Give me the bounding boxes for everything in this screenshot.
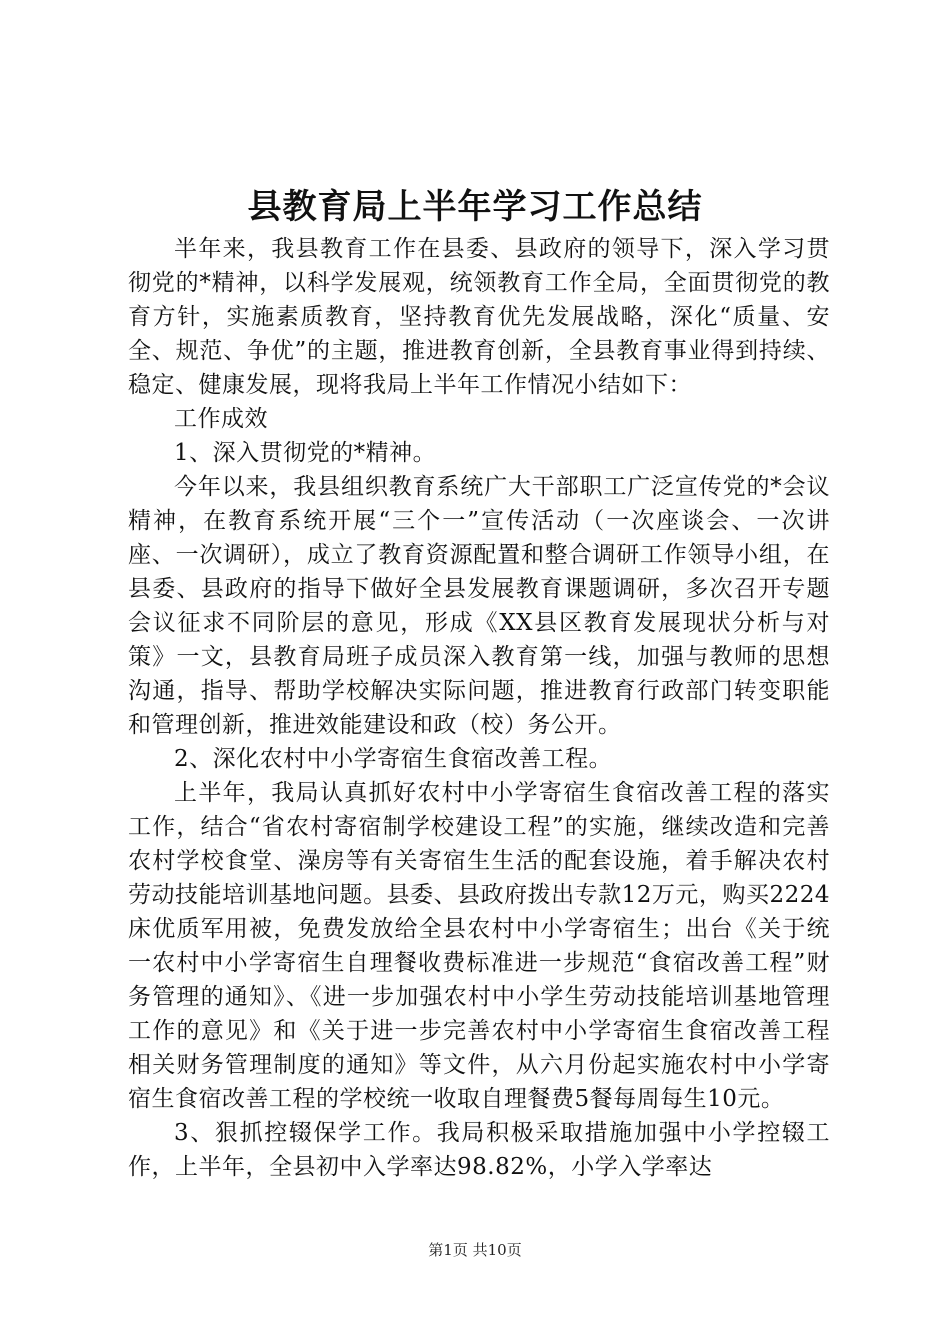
intro-paragraph: 半年来，我县教育工作在县委、县政府的领导下，深入学习贯彻党的*精神，以科学发展观，统领教育工作全局，全面贯彻党的教育方针，实施素质教育，坚持教育优先发展战略，深化“质量、安全、规范、争优”的主题，推进教育创新，全县教育事业得到持续、稳定、健康发展，现将我局上半年工作情况小结如下： xyxy=(128,236,830,398)
item-2-heading: 2、深化农村中小学寄宿生食宿改善工程。 xyxy=(174,746,613,772)
item-2-paragraph: 上半年，我局认真抓好农村中小学寄宿生食宿改善工程的落实工作，结合“省农村寄宿制学校建设工程”的实施，继续改造和完善农村学校食堂、澡房等有关寄宿生生活的配套设施，着手解决农村劳动技能培训基地问题。县委、县政府拨出专款12万元，购买2224床优质军用被，免费发放给全县农村中小学寄宿生；出台《关于统一农村中小学寄宿生自理餐收费标准进一步规范“食宿改善工程”财务管理的通知》、《进一步加强农村中小学生劳动技能培训基地管理工作的意见》和《关于进一步完善农村中小学寄宿生食宿改善工程相关财务管理制度的通知》等文件，从六月份起实施农村中小学寄宿生食宿改善工程的学校统一收取自理餐费5餐每周每生10元。 xyxy=(128,780,830,1112)
document-body xyxy=(128,232,830,1184)
section-heading-work-results: 工作成效 xyxy=(174,406,268,432)
item-1-paragraph: 今年以来，我县组织教育系统广大干部职工广泛宣传党的*会议精神，在教育系统开展“三个一”宣传活动（一次座谈会、一次讲座、一次调研），成立了教育资源配置和整合调研工作领导小组，在县委、县政府的指导下做好全县发展教育课题调研，多次召开专题会议征求不同阶层的意见，形成《XX县区教育发展现状分析与对策》一文，县教育局班子成员深入教育第一线，加强与教师的思想沟通，指导、帮助学校解决实际问题，推进教育行政部门转变职能和管理创新，推进效能建设和政（校）务公开。 xyxy=(128,474,830,738)
page-footer: 第1页 共10页 xyxy=(428,1241,522,1259)
document-title: 县教育局上半年学习工作总结 xyxy=(247,187,703,227)
item-3-paragraph: 3、狠抓控辍保学工作。我局积极采取措施加强中小学控辍工作，上半年，全县初中入学率达98.82%，小学入学率达 xyxy=(128,1120,830,1180)
item-1-heading: 1、深入贯彻党的*精神。 xyxy=(174,440,437,466)
